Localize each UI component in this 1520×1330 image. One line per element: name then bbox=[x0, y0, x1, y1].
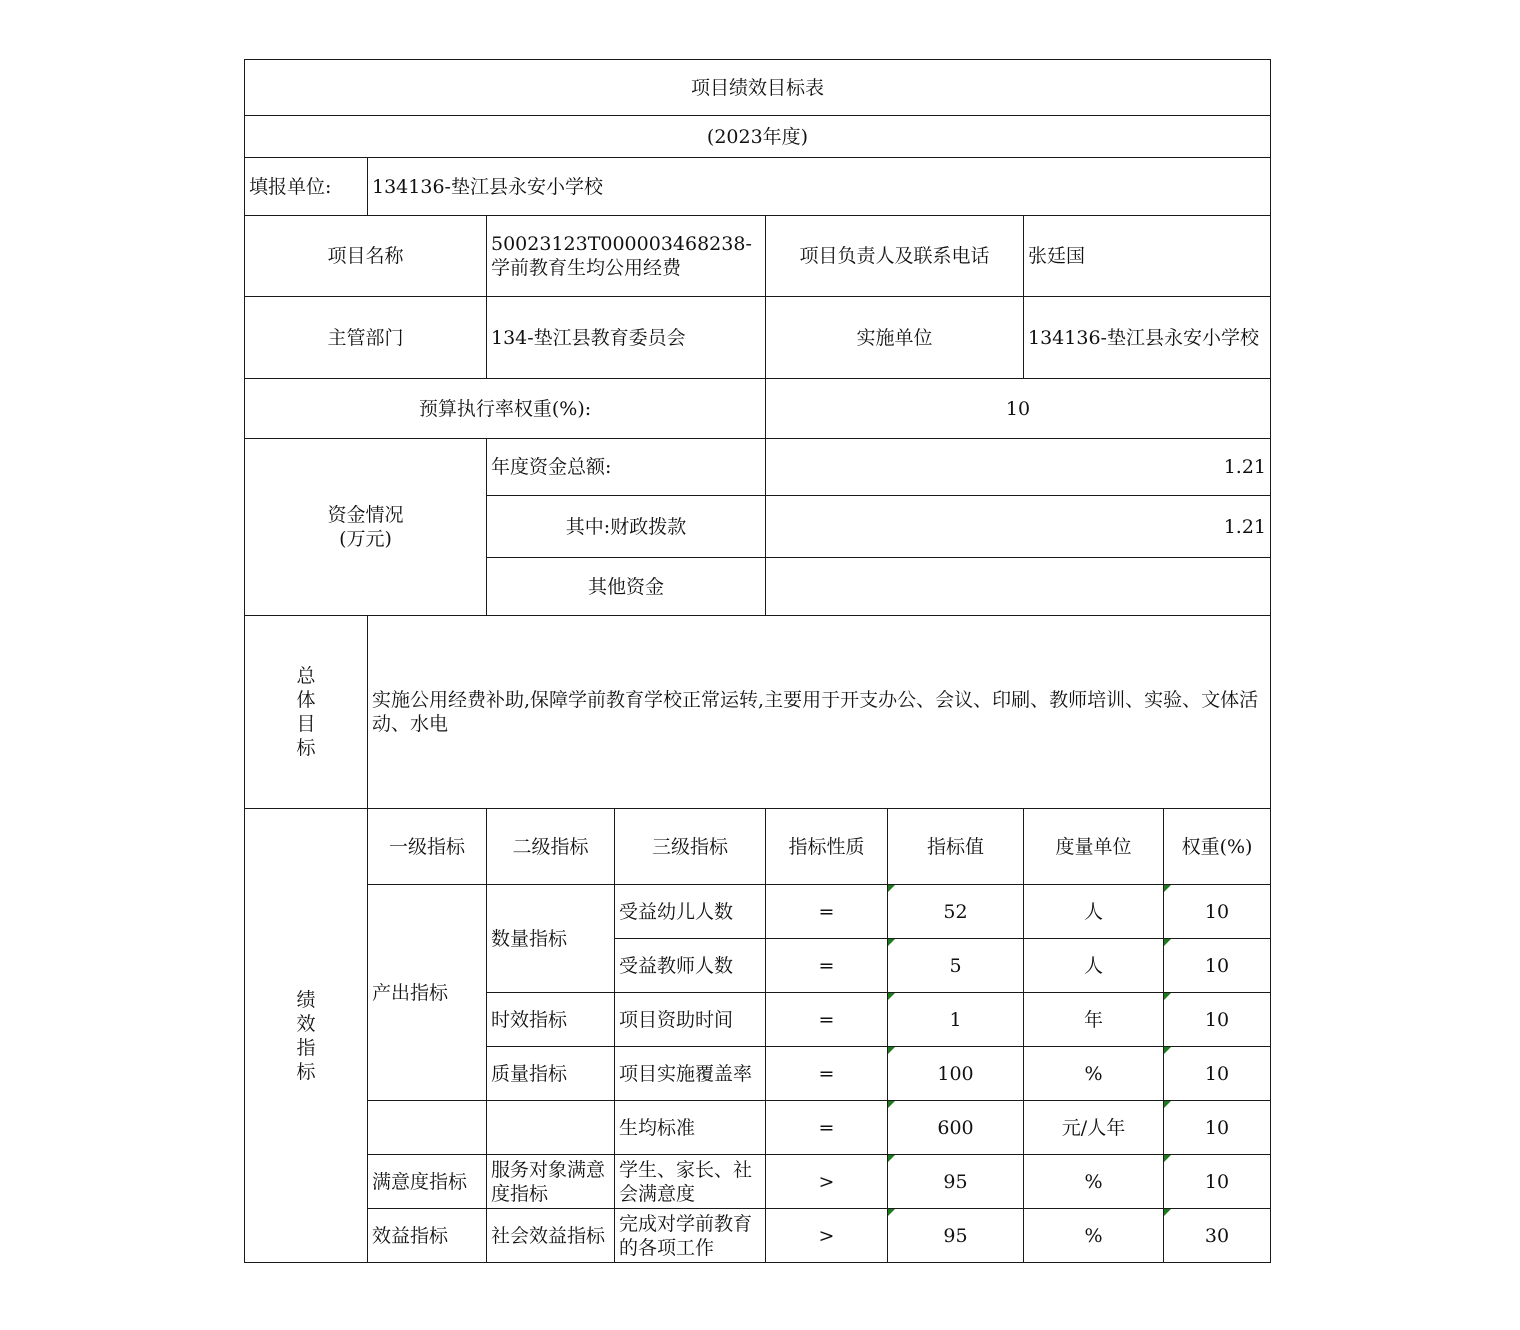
project-name-label: 项目名称 bbox=[245, 216, 487, 297]
table-row bbox=[245, 1155, 1271, 1209]
header-level3: 三级指标 bbox=[615, 809, 766, 885]
value-cell: 5 bbox=[888, 939, 1024, 993]
header-value: 指标值 bbox=[888, 809, 1024, 885]
group-quality: 质量指标 bbox=[487, 1047, 615, 1101]
overall-goal-char: 目 bbox=[296, 713, 316, 735]
header-level2: 二级指标 bbox=[487, 809, 615, 885]
unit-cell: % bbox=[1024, 1155, 1164, 1209]
group-output: 产出指标 bbox=[368, 885, 487, 1101]
level3-cell: 生均标准 bbox=[615, 1101, 766, 1155]
sheet-title: 项目绩效目标表 bbox=[245, 60, 1271, 116]
funds-total-label: 年度资金总额: bbox=[487, 439, 766, 496]
indicators-char: 指 bbox=[296, 1036, 316, 1059]
weight-cell: 10 bbox=[1164, 1101, 1271, 1155]
value-cell: 1 bbox=[888, 993, 1024, 1047]
weight-cell: 10 bbox=[1164, 1047, 1271, 1101]
group-timeliness: 时效指标 bbox=[487, 993, 615, 1047]
funds-other-value bbox=[766, 558, 1271, 616]
nature-cell: > bbox=[766, 1155, 888, 1209]
overall-goal-char: 标 bbox=[296, 737, 316, 759]
header-unit: 度量单位 bbox=[1024, 809, 1164, 885]
weight-cell: 10 bbox=[1164, 1155, 1271, 1209]
funds-other-label: 其他资金 bbox=[487, 558, 766, 616]
unit-cell: 年 bbox=[1024, 993, 1164, 1047]
nature-cell: = bbox=[766, 1047, 888, 1101]
nature-cell: = bbox=[766, 993, 888, 1047]
level3-cell: 项目实施覆盖率 bbox=[615, 1047, 766, 1101]
group-benefit: 效益指标 bbox=[368, 1209, 487, 1263]
implementing-unit-value: 134136-垫江县永安小学校 bbox=[1024, 297, 1271, 379]
weight-cell: 10 bbox=[1164, 993, 1271, 1047]
unit-cell: % bbox=[1024, 1047, 1164, 1101]
level3-cell: 学生、家长、社会满意度 bbox=[615, 1155, 766, 1209]
indicators-label bbox=[245, 809, 368, 1263]
indicators-char: 绩 bbox=[296, 988, 316, 1011]
group-satisfaction: 满意度指标 bbox=[368, 1155, 487, 1209]
overall-goal-text: 实施公用经费补助,保障学前教育学校正常运转,主要用于开支办公、会议、印刷、教师培训、实验、文体活动、水电 bbox=[368, 616, 1271, 809]
table-row bbox=[245, 885, 1271, 939]
sheet-year: (2023年度) bbox=[245, 116, 1271, 158]
funds-fiscal-label: 其中:财政拨款 bbox=[487, 496, 766, 558]
funds-total-value: 1.21 bbox=[766, 439, 1271, 496]
group-quantity: 数量指标 bbox=[487, 885, 615, 993]
unit-cell: % bbox=[1024, 1209, 1164, 1263]
value-cell: 95 bbox=[888, 1155, 1024, 1209]
header-weight: 权重(%) bbox=[1164, 809, 1271, 885]
overall-goal-char: 总 bbox=[296, 665, 316, 687]
weight-cell: 10 bbox=[1164, 885, 1271, 939]
table-row bbox=[245, 1209, 1271, 1263]
indicators-char: 标 bbox=[296, 1060, 316, 1083]
level3-cell: 项目资助时间 bbox=[615, 993, 766, 1047]
supervising-dept-label: 主管部门 bbox=[245, 297, 487, 379]
funds-label bbox=[245, 439, 487, 616]
overall-goal-label bbox=[245, 616, 368, 809]
funds-fiscal-value: 1.21 bbox=[766, 496, 1271, 558]
unit-cell: 元/人年 bbox=[1024, 1101, 1164, 1155]
indicators-char: 效 bbox=[296, 1012, 316, 1035]
value-cell: 95 bbox=[888, 1209, 1024, 1263]
value-cell: 100 bbox=[888, 1047, 1024, 1101]
value-cell: 600 bbox=[888, 1101, 1024, 1155]
project-owner-value: 张廷国 bbox=[1024, 216, 1271, 297]
unit-cell: 人 bbox=[1024, 885, 1164, 939]
value-cell: 52 bbox=[888, 885, 1024, 939]
performance-target-sheet bbox=[244, 59, 1270, 1262]
reporting-unit-value: 134136-垫江县永安小学校 bbox=[368, 158, 1271, 216]
implementing-unit-label: 实施单位 bbox=[766, 297, 1024, 379]
funds-label-line1: 资金情况 bbox=[327, 504, 404, 526]
nature-cell: = bbox=[766, 885, 888, 939]
empty-level1-cell bbox=[368, 1101, 487, 1155]
performance-target-table bbox=[244, 59, 1271, 1263]
empty-level2-cell bbox=[487, 1101, 615, 1155]
header-level1: 一级指标 bbox=[368, 809, 487, 885]
header-nature: 指标性质 bbox=[766, 809, 888, 885]
reporting-unit-label: 填报单位: bbox=[245, 158, 368, 216]
weight-cell: 30 bbox=[1164, 1209, 1271, 1263]
weight-cell: 10 bbox=[1164, 939, 1271, 993]
level3-cell: 受益教师人数 bbox=[615, 939, 766, 993]
group-service-satisfaction: 服务对象满意度指标 bbox=[487, 1155, 615, 1209]
overall-goal-char: 体 bbox=[296, 689, 316, 711]
budget-rate-label: 预算执行率权重(%): bbox=[245, 379, 766, 439]
nature-cell: > bbox=[766, 1209, 888, 1263]
budget-rate-value: 10 bbox=[766, 379, 1271, 439]
project-name-value: 50023123T000003468238-学前教育生均公用经费 bbox=[487, 216, 766, 297]
nature-cell: = bbox=[766, 939, 888, 993]
group-social-benefit: 社会效益指标 bbox=[487, 1209, 615, 1263]
project-owner-label: 项目负责人及联系电话 bbox=[766, 216, 1024, 297]
supervising-dept-value: 134-垫江县教育委员会 bbox=[487, 297, 766, 379]
level3-cell: 完成对学前教育的各项工作 bbox=[615, 1209, 766, 1263]
level3-cell: 受益幼儿人数 bbox=[615, 885, 766, 939]
nature-cell: = bbox=[766, 1101, 888, 1155]
table-row bbox=[245, 1101, 1271, 1155]
funds-label-line2: (万元) bbox=[339, 528, 392, 550]
unit-cell: 人 bbox=[1024, 939, 1164, 993]
